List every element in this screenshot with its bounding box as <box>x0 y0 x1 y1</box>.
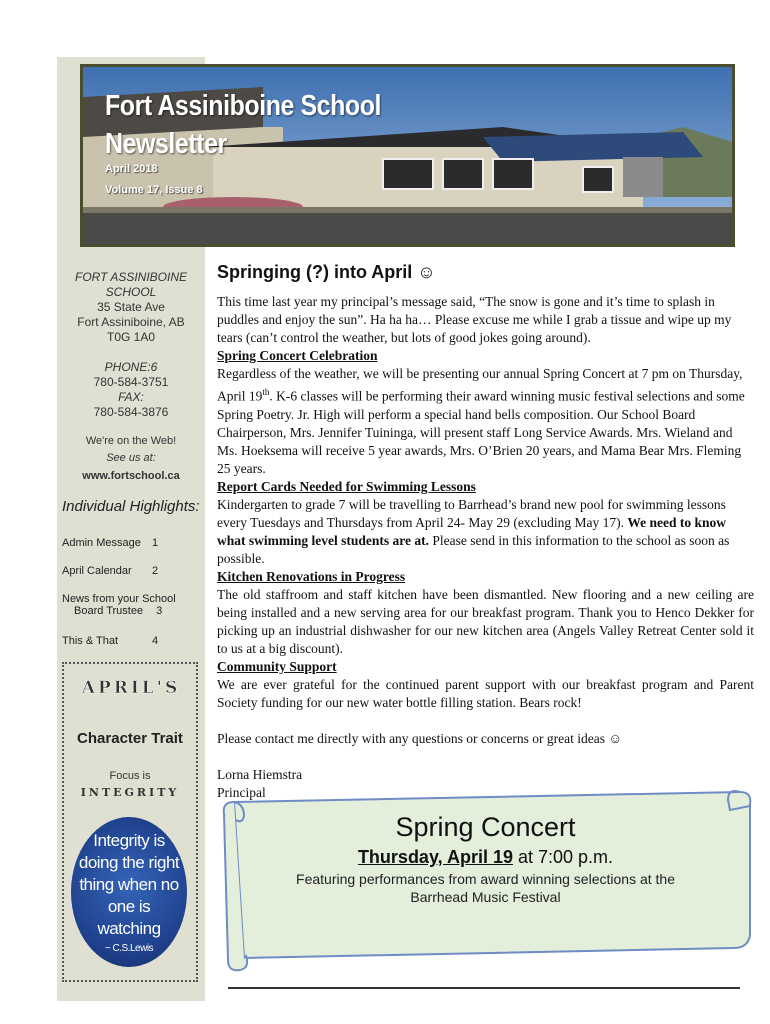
article-title: Springing (?) into April ☺ <box>217 262 436 282</box>
contact-paragraph: Please contact me directly with any questions or concerns or great ideas ☺ <box>217 730 623 746</box>
focus-label: Focus is <box>109 770 151 782</box>
highlight-label: April Calendar <box>62 565 132 577</box>
town: Fort Assiniboine, AB <box>77 315 185 329</box>
issue-volume: Volume 17, Issue 8 <box>105 184 203 196</box>
banner <box>80 64 735 247</box>
text-span: . K-6 classes will be performing their award winning music festival selections and some Spring Poetry. Jr. High will perform a special hand bells composition. Our School Board Chairperson, Mrs. Jennifer Tuininga, will present staff Long Service Awards. Mrs. Wieland and Ms. Hoeksema will receive 5 year awards, Mrs. O’Brien 20 years, and Mama Bear Mrs. Fleming 25 years. <box>217 388 745 476</box>
text-span: Regardless of the weather, we will be presenting our annual Spring Concert at 7 pm on Thursday, April 19 <box>217 366 743 404</box>
concert-date: Thursday, April 19 <box>357 847 513 867</box>
intro-paragraph: This time last year my principal’s message said, “The snow is gone and it’s time to splash in puddles and enjoy the sun”. Ha ha ha… Please excuse me while I grab a tissue and wipe up my tears (can’t control the weather, but lots of good jokes going around). <box>217 294 732 345</box>
contact-numbers <box>60 360 202 420</box>
concert-paragraph <box>217 365 754 478</box>
concert-announcement <box>228 810 743 906</box>
quote-line: thing when no <box>79 875 179 894</box>
school-name-2: SCHOOL <box>105 285 157 299</box>
highlights-title: Individual Highlights: <box>62 498 200 515</box>
phone-number: 780-584-3751 <box>93 375 169 389</box>
integrity-quote-badge <box>71 817 187 967</box>
text-span: Please send in this information to the school as soon as possible. <box>217 532 730 566</box>
quote-line: Integrity is <box>93 831 165 850</box>
street: 35 State Ave <box>97 300 165 314</box>
concert-desc-2: Barrhead Music Festival <box>410 889 561 905</box>
highlight-page: 4 <box>152 635 159 647</box>
quote-line: one is <box>107 897 151 916</box>
concert-desc-1: Featuring performances from award winning selections at the <box>296 871 675 887</box>
kitchen-paragraph: The old staffroom and staff kitchen have been dismantled. New flooring and a new ceiling are being installed and a new serving area for our breakfast program. Thank you to Henco Dekker for picking up an industrial dishwasher for our new kitchen area (Angels Valley Retreat Center sold it to us at a big discount). <box>217 586 754 656</box>
article-body <box>217 293 754 802</box>
highlight-item[interactable] <box>62 593 202 617</box>
title-line-2: Newsletter <box>105 128 227 160</box>
highlight-page: 1 <box>152 537 159 549</box>
concert-time: at 7:00 p.m. <box>518 847 614 867</box>
community-paragraph: We are ever grateful for the continued parent support with our breakfast program and Parent Society funding for our new water bottle filling station. Bears rock! <box>217 676 754 710</box>
concert-title: Spring Concert <box>395 812 576 842</box>
trait-header: APRIL'S <box>81 678 181 698</box>
swim-paragraph <box>217 496 754 568</box>
issue-date: April 2018 <box>105 163 158 175</box>
highlight-item[interactable] <box>62 537 159 549</box>
quote-line: doing the right <box>78 853 180 872</box>
title-line-1: Fort Assiniboine School <box>105 90 382 122</box>
highlight-item[interactable] <box>62 635 159 647</box>
highlight-label: News from your School <box>62 593 176 605</box>
phone-label: PHONE:6 <box>104 360 158 374</box>
footer-divider <box>228 987 740 989</box>
quote-line: watching <box>97 919 161 938</box>
concert-datetime <box>228 844 743 870</box>
highlight-item[interactable] <box>62 565 159 577</box>
highlight-label: This & That <box>62 635 119 647</box>
signature-title: Principal <box>217 784 266 800</box>
signature-name: Lorna Hiemstra <box>217 766 303 782</box>
fax-number: 780-584-3876 <box>93 405 169 419</box>
highlight-page: 2 <box>152 565 159 577</box>
highlight-label-2: Board Trustee <box>74 605 144 617</box>
quote-author: ~ C.S.Lewis <box>104 943 154 954</box>
section-heading: Kitchen Renovations in Progress <box>217 568 406 584</box>
school-address <box>60 270 202 345</box>
website-link[interactable]: www.fortschool.ca <box>82 470 180 482</box>
text-span: Kindergarten to grade 7 will be travelling to Barrhead’s brand new pool for swimming lessons every Tuesdays and Thursdays from April 24- May 29 (excluding May 17). <box>217 496 726 530</box>
highlight-page: 3 <box>156 605 163 617</box>
web-line-1: We're on the Web! <box>85 435 177 447</box>
section-heading: Community Support <box>217 658 337 674</box>
postal-code: T0G 1A0 <box>106 330 156 344</box>
web-line-2: See us at: <box>106 452 156 464</box>
bold-text: We need to know what swimming level students are at. <box>217 514 726 548</box>
fax-label: FAX: <box>118 390 144 404</box>
section-heading: Report Cards Needed for Swimming Lessons <box>217 478 476 494</box>
highlight-label: Admin Message <box>62 537 141 549</box>
superscript: th <box>262 387 270 397</box>
trait-title: Character Trait <box>77 730 183 747</box>
school-name-1: FORT ASSINIBOINE <box>74 270 188 284</box>
newsletter-title <box>105 87 381 163</box>
section-heading: Spring Concert Celebration <box>217 348 378 363</box>
focus-value: INTEGRITY <box>80 786 180 799</box>
